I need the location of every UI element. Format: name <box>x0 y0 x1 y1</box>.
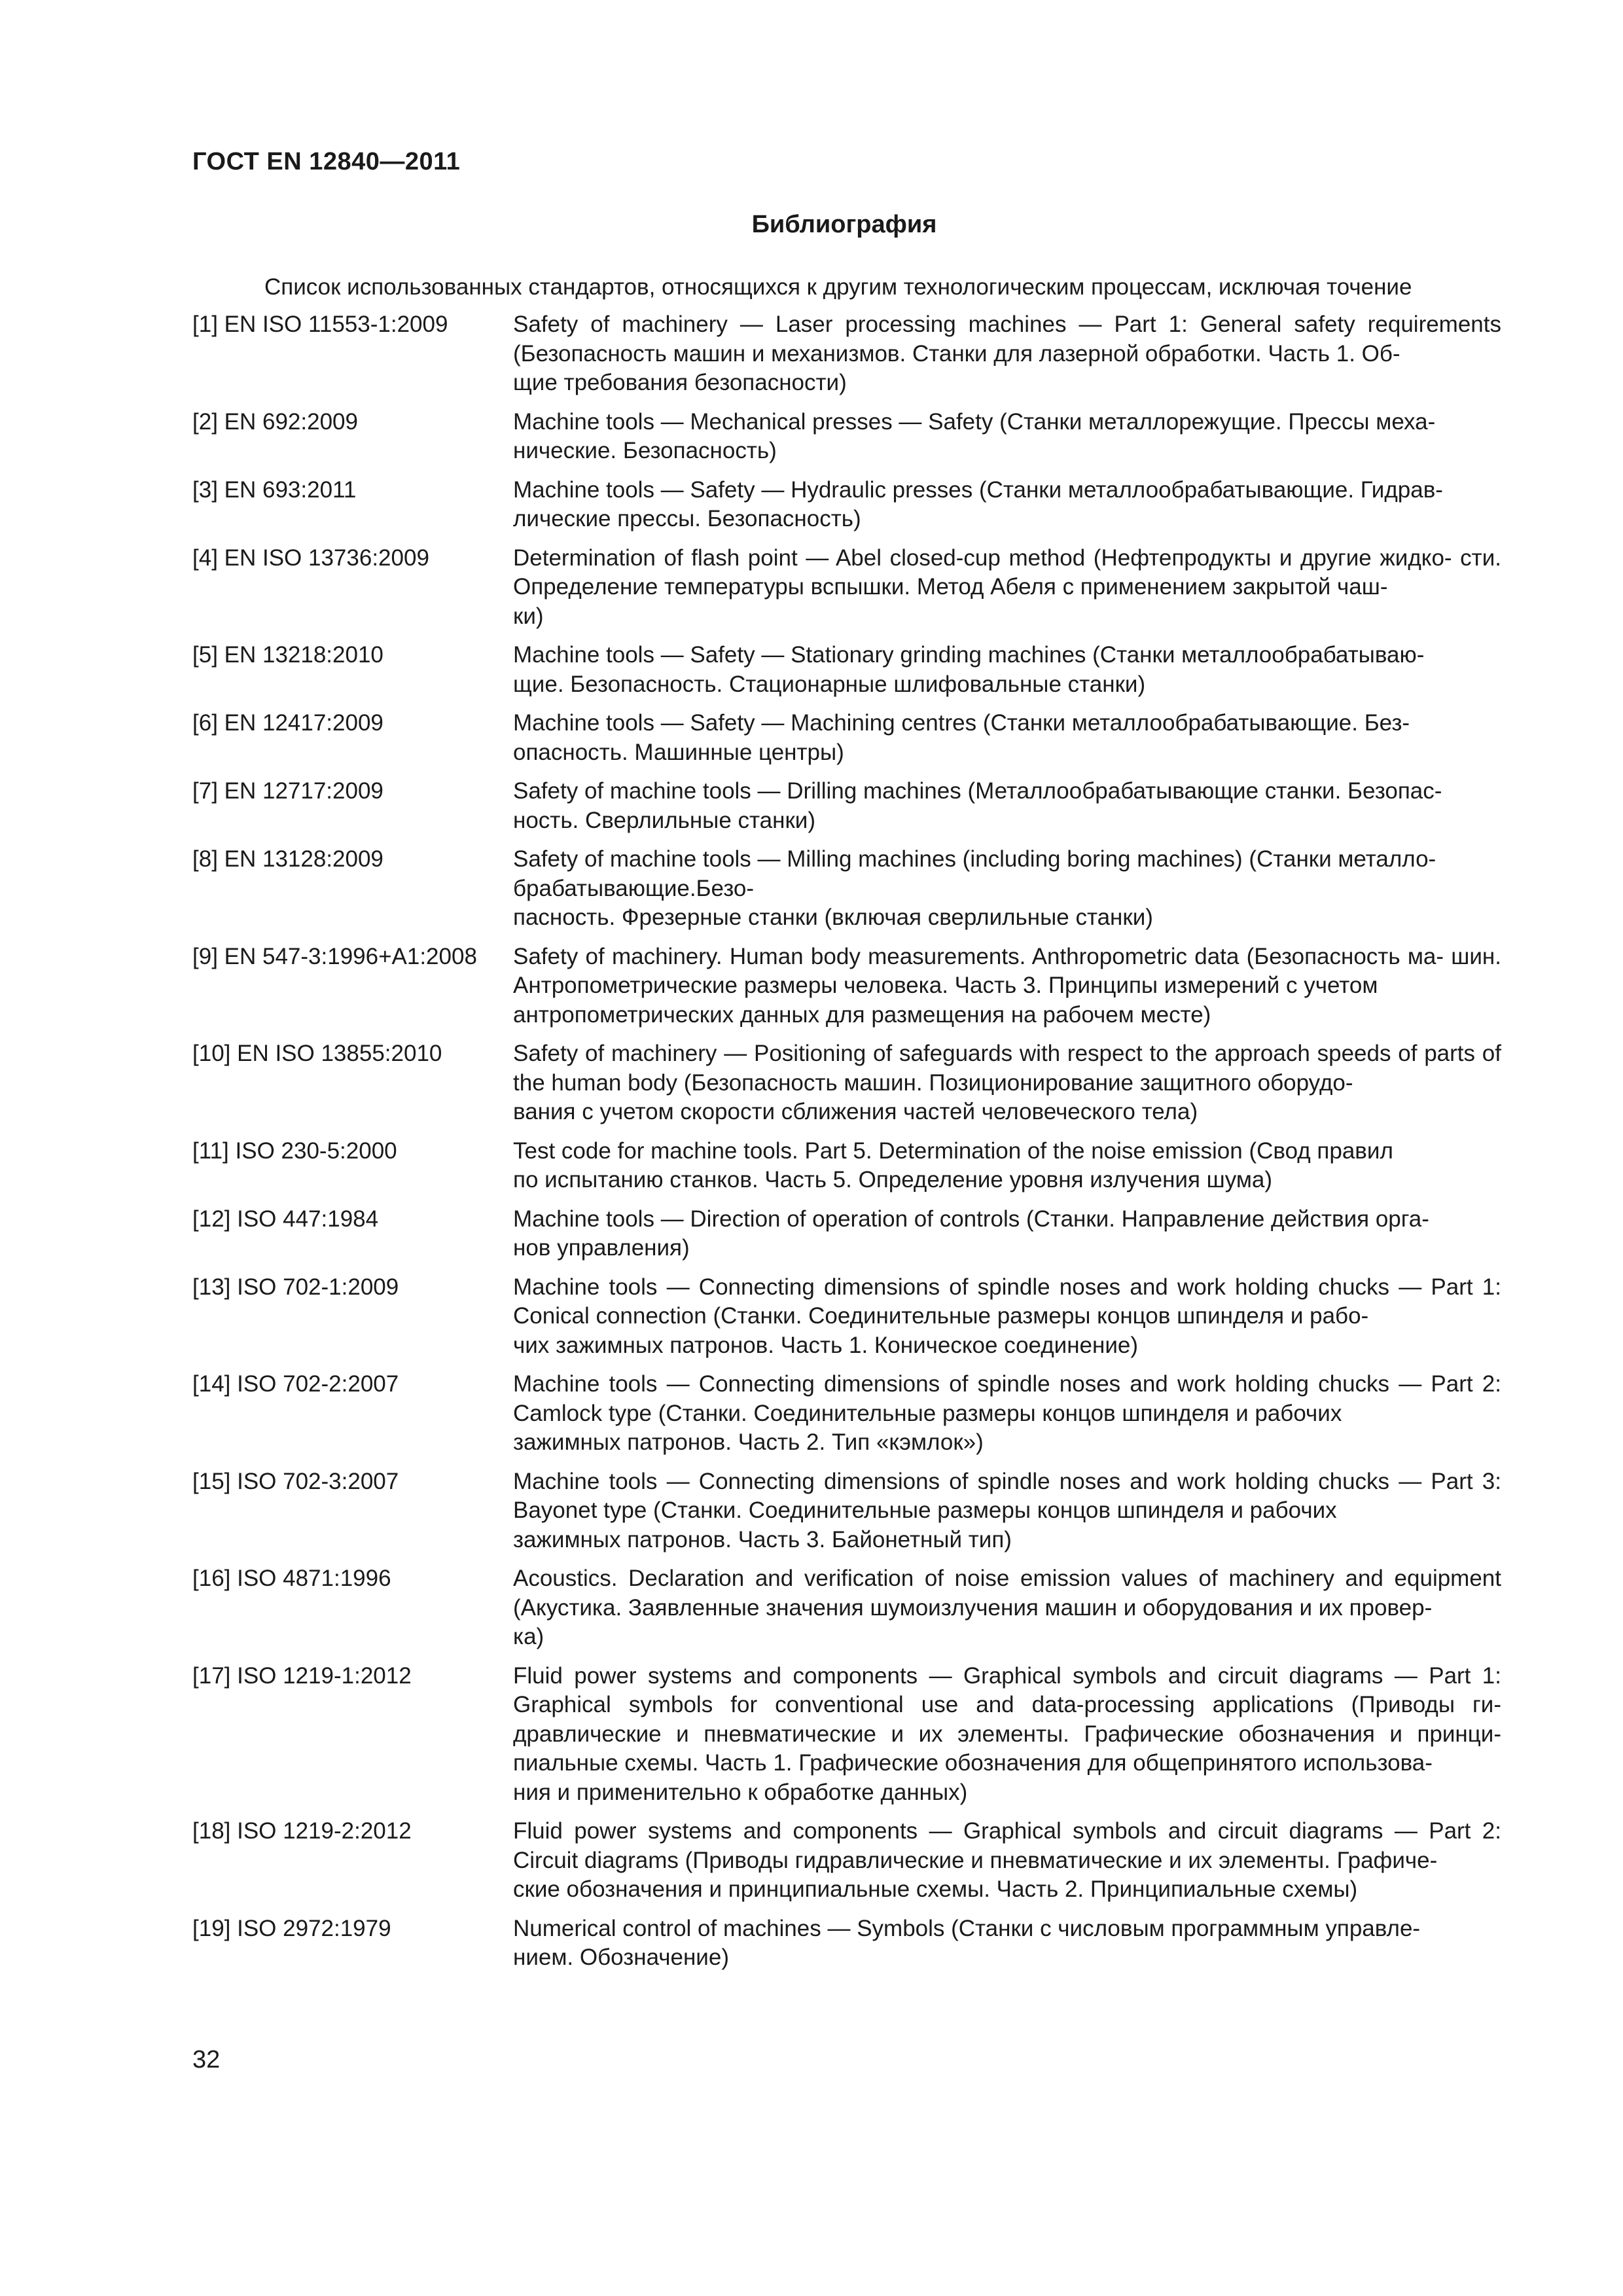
entry-description-line: Machine tools — Connecting dimensions of spindle noses and work holding chucks — Part 1: Conical connection (Станки. Соединительные размеры концов шпинделя и рабо- <box>513 1274 1501 1329</box>
entry-description-line: щие. Безопасность. Стационарные шлифовальные станки) <box>513 671 1146 697</box>
entry-description-line: нов управления) <box>513 1235 690 1261</box>
entry-description-line: Safety of machine tools — Drilling machines (Металлообрабатывающие станки. Безопас- <box>513 778 1442 804</box>
entry-description-line: нические. Безопасность) <box>513 438 777 463</box>
entry-reference: [13] ISO 702-1:2009 <box>192 1274 399 1300</box>
entry-description-line: Determination of flash point — Abel closed-cup method (Нефтепродукты и другие жидко- сти. Определение температуры вспышки. Метод Абеля с применением закрытой чаш- <box>513 545 1501 600</box>
bibliography-entry <box>192 1137 1501 1195</box>
entry-description-line: Machine tools — Safety — Hydraulic presses (Станки металлообрабатывающие. Гидрав- <box>513 476 1443 503</box>
entry-description-line: Test code for machine tools. Part 5. Determination of the noise emission (Свод правил <box>513 1138 1393 1164</box>
entry-description-line: Fluid power systems and components — Graphical symbols and circuit diagrams — Part 1: Graphical symbols for conventional use and data-processing applications (Приводы ги- дравлические и пневматические и их элементы. Графические обозначения и принци- пиальные схемы. Часть 1. Графические обозначения для общепринятого использова- <box>513 1662 1501 1776</box>
entry-description-line: пасность. Фрезерные станки (включая сверлильные станки) <box>513 905 1153 930</box>
entry-description-line: по испытанию станков. Часть 5. Определение уровня излучения шума) <box>513 1167 1273 1193</box>
entry-reference: [1] EN ISO 11553-1:2009 <box>192 312 448 337</box>
entry-description-line: Machine tools — Safety — Machining centres (Станки металлообрабатывающие. Без- <box>513 710 1410 736</box>
entry-description <box>513 1039 1501 1127</box>
entry-description-line: брабатывающие.Безо- <box>513 875 754 901</box>
entry-reference: [6] EN 12417:2009 <box>192 710 383 736</box>
entry-description <box>513 408 1501 466</box>
bibliography-entry <box>192 1467 1501 1555</box>
bibliography-entry <box>192 476 1501 534</box>
entry-description-line: Machine tools — Safety — Stationary grinding machines (Станки металлообрабатываю- <box>513 642 1425 668</box>
bibliography-entry <box>192 1817 1501 1905</box>
entry-description <box>513 544 1501 632</box>
entry-description-line: Acoustics. Declaration and verification of noise emission values of machinery and equipment (Акустика. Заявленные значения шумоизлучения машин и оборудования и их провер- <box>513 1566 1501 1621</box>
entry-description-line: Safety of machinery. Human body measurements. Anthropometric data (Безопасность ма- шин. Антропометрические размеры человека. Часть 3. Принципы измерений с учетом <box>513 943 1501 998</box>
entry-description-line: вания с учетом скорости сближения частей человеческого тела) <box>513 1099 1198 1124</box>
entry-description-line: Machine tools — Direction of operation of controls (Станки. Направление действия орга- <box>513 1206 1429 1232</box>
entry-description <box>513 942 1501 1030</box>
entry-description <box>513 310 1501 398</box>
entry-description-line: ния и применительно к обработке данных) <box>513 1779 968 1805</box>
entry-description <box>513 1137 1501 1195</box>
entry-description-line: Safety of machinery — Positioning of safeguards with respect to the approach speeds of parts of the human body (Безопасность машин. Позиционирование защитного оборудо- <box>513 1041 1501 1096</box>
entry-description-line: антропометрических данных для размещения на рабочем месте) <box>513 1001 1211 1028</box>
entry-description <box>513 1817 1501 1905</box>
entry-reference: [2] EN 692:2009 <box>192 408 358 435</box>
entry-description-line: ские обозначения и принципиальные схемы. Часть 2. Принципиальные схемы) <box>513 1876 1358 1902</box>
entry-description-line: нием. Обозначение) <box>513 1945 729 1970</box>
entry-description <box>513 709 1501 767</box>
entry-reference: [17] ISO 1219-1:2012 <box>192 1662 412 1689</box>
bibliography-entry <box>192 544 1501 632</box>
entry-description-line: щие требования безопасности) <box>513 370 847 395</box>
entry-description <box>513 777 1501 835</box>
entry-reference: [12] ISO 447:1984 <box>192 1206 379 1232</box>
entry-description-line: ки) <box>513 603 544 629</box>
bibliography-title: Библиография <box>751 211 937 238</box>
bibliography-entry <box>192 1370 1501 1458</box>
entry-description-line: Machine tools — Mechanical presses — Safety (Станки металлорежущие. Прессы меха- <box>513 408 1436 435</box>
entry-description <box>513 1467 1501 1555</box>
entry-description-line: ность. Сверлильные станки) <box>513 807 815 833</box>
bibliography-entry <box>192 1564 1501 1652</box>
entry-reference: [18] ISO 1219-2:2012 <box>192 1818 412 1844</box>
entry-description-line: Safety of machine tools — Milling machines (including boring machines) (Станки металло- <box>513 846 1436 872</box>
entry-description <box>513 641 1501 699</box>
bibliography-entry <box>192 1914 1501 1973</box>
entry-description <box>513 845 1501 933</box>
entry-reference: [19] ISO 2972:1979 <box>192 1915 391 1941</box>
entry-description-line: Machine tools — Connecting dimensions of spindle noses and work holding chucks — Part 2: Camlock type (Станки. Соединительные размеры концов шпинделя и рабочих <box>513 1371 1501 1426</box>
entry-description <box>513 1564 1501 1652</box>
entry-description-line: Numerical control of machines — Symbols (Станки с числовым программным управле- <box>513 1915 1421 1941</box>
entry-description <box>513 1914 1501 1973</box>
entry-description <box>513 1205 1501 1263</box>
bibliography-entry <box>192 310 1501 398</box>
entry-description-line: опасность. Машинные центры) <box>513 739 844 765</box>
entry-description-line: зажимных патронов. Часть 2. Тип «кэмлок») <box>513 1429 984 1455</box>
entry-description-line: Fluid power systems and components — Graphical symbols and circuit diagrams — Part 2: Circuit diagrams (Приводы гидравлические и пневматические и их элементы. Графиче- <box>513 1818 1501 1873</box>
bibliography-entry <box>192 709 1501 767</box>
entry-reference: [9] EN 547-3:1996+A1:2008 <box>192 943 477 969</box>
entry-description-line: ка) <box>513 1624 544 1649</box>
bibliography-entry <box>192 942 1501 1030</box>
bibliography-entry <box>192 1662 1501 1808</box>
entry-description-line: чих зажимных патронов. Часть 1. Коническое соединение) <box>513 1332 1139 1358</box>
entry-reference: [5] EN 13218:2010 <box>192 642 383 668</box>
entry-reference: [15] ISO 702-3:2007 <box>192 1468 399 1494</box>
bibliography-entry <box>192 845 1501 933</box>
entry-description <box>513 1370 1501 1458</box>
entry-description <box>513 1273 1501 1361</box>
entry-description <box>513 1662 1501 1808</box>
bibliography-intro: Список использованных стандартов, относящихся к другим технологическим процессам, исключая точение <box>264 274 1412 300</box>
bibliography-entry <box>192 641 1501 699</box>
entry-reference: [10] EN ISO 13855:2010 <box>192 1041 442 1066</box>
entry-reference: [16] ISO 4871:1996 <box>192 1566 391 1591</box>
entry-description <box>513 476 1501 534</box>
entry-reference: [3] EN 693:2011 <box>192 476 357 503</box>
entry-reference: [4] EN ISO 13736:2009 <box>192 545 429 571</box>
entry-reference: [7] EN 12717:2009 <box>192 778 383 804</box>
document-header: ГОСТ EN 12840—2011 <box>192 148 461 175</box>
bibliography-entry <box>192 1205 1501 1263</box>
entry-description-line: Safety of machinery — Laser processing machines — Part 1: General safety requirements (Безопасность машин и механизмов. Станки для лазерной обработки. Часть 1. Об- <box>513 312 1501 367</box>
entry-reference: [8] EN 13128:2009 <box>192 846 383 872</box>
entry-description-line: лические прессы. Безопасность) <box>513 506 861 531</box>
bibliography-entry <box>192 1273 1501 1361</box>
entry-description-line: зажимных патронов. Часть 3. Байонетный тип) <box>513 1526 1012 1552</box>
bibliography-entry <box>192 1039 1501 1127</box>
bibliography-list <box>192 310 1501 1982</box>
entry-reference: [11] ISO 230-5:2000 <box>192 1138 397 1164</box>
page-number: 32 <box>192 2046 221 2073</box>
bibliography-entry <box>192 777 1501 835</box>
entry-reference: [14] ISO 702-2:2007 <box>192 1371 399 1397</box>
bibliography-entry <box>192 408 1501 466</box>
entry-description-line: Machine tools — Connecting dimensions of spindle noses and work holding chucks — Part 3: Bayonet type (Станки. Соединительные размеры концов шпинделя и рабочих <box>513 1468 1501 1523</box>
